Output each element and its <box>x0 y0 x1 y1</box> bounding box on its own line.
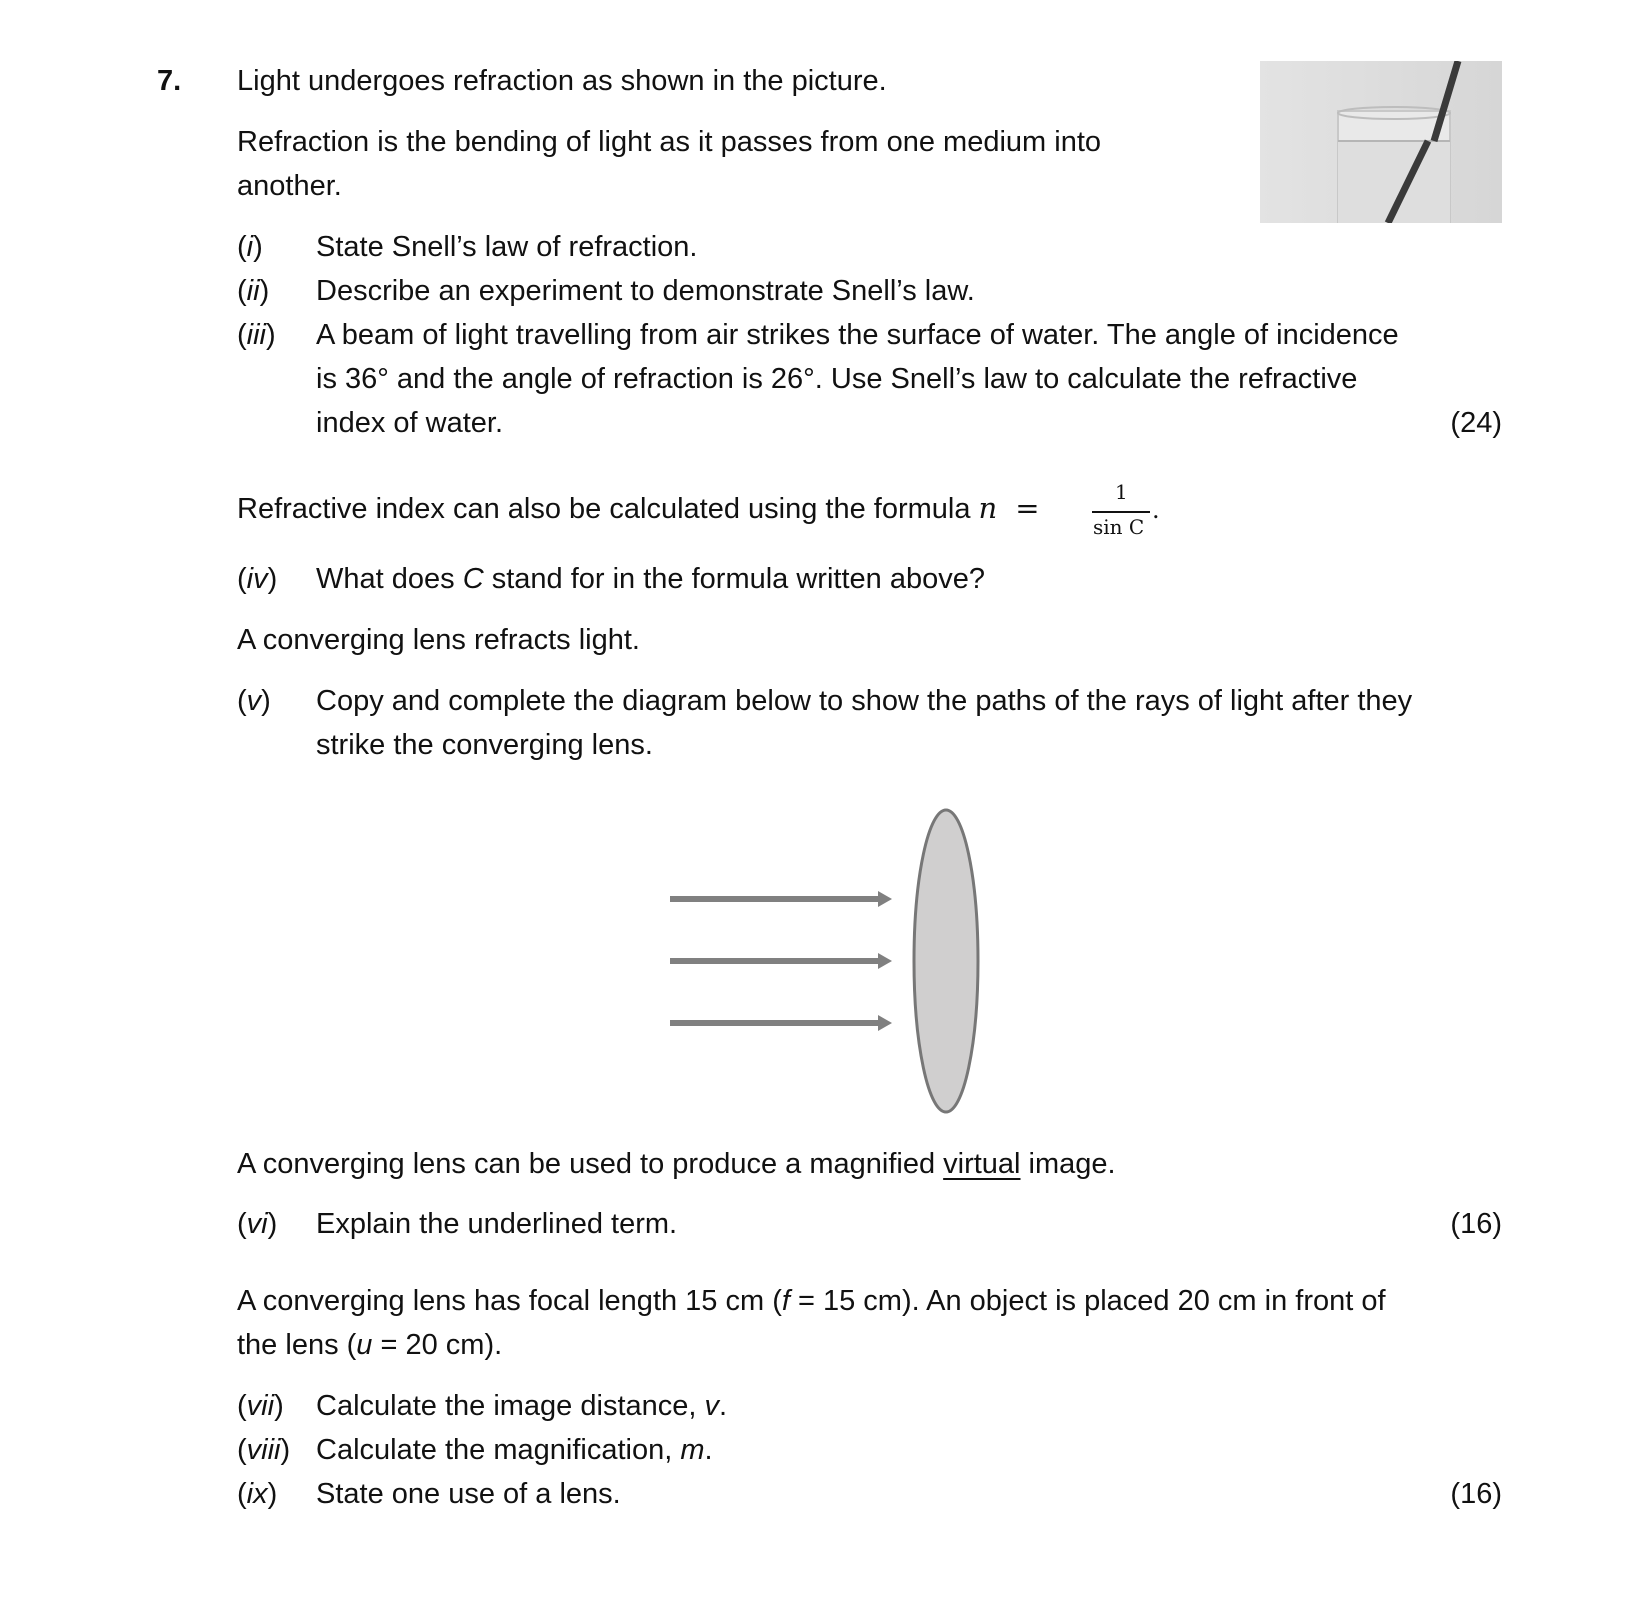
part-text-ix: State one use of a lens. <box>316 1478 621 1510</box>
formula-period: . <box>1152 496 1160 524</box>
question-number: 7. <box>157 65 182 97</box>
marks-24: (24) <box>1450 407 1502 439</box>
part-text-iv: What does C stand for in the formula written above? <box>316 563 985 595</box>
virtual-image-line: A converging lens can be used to produce a magnified virtual image. <box>237 1148 1116 1180</box>
part-label-ix: (ix) <box>237 1478 278 1510</box>
lens-intro: A converging lens refracts light. <box>237 624 640 656</box>
formula-lhs: n <box>978 491 998 525</box>
formula-intro: Refractive index can also be calculated using the formula n = <box>237 491 1040 525</box>
marks-16-a: (16) <box>1450 1208 1502 1240</box>
incident-ray-2 <box>670 953 892 969</box>
part-text-i: State Snell’s law of refraction. <box>316 231 698 263</box>
part-label-viii: (viii) <box>237 1434 291 1466</box>
part-text-iii-line-1: A beam of light travelling from air strikes the surface of water. The angle of incidence <box>316 319 1399 351</box>
intro-line: Light undergoes refraction as shown in the picture. <box>237 65 887 97</box>
refraction-photo <box>1260 61 1502 223</box>
part-text-vi: Explain the underlined term. <box>316 1208 678 1240</box>
fraction-bar <box>1092 511 1150 513</box>
part-text-iii-line-2: is 36° and the angle of refraction is 26°. Use Snell’s law to calculate the refractive <box>316 363 1358 395</box>
part-text-v-line-2: strike the converging lens. <box>316 729 653 761</box>
formula-numerator: 1 <box>1115 480 1128 504</box>
marks-16-b: (16) <box>1450 1478 1502 1510</box>
part-text-v-line-1: Copy and complete the diagram below to show the paths of the rays of light after they <box>316 685 1413 717</box>
part-text-ii: Describe an experiment to demonstrate Snell’s law. <box>316 275 975 307</box>
part-label-v: (v) <box>237 685 271 717</box>
incident-ray-1 <box>670 891 892 907</box>
lens-diagram <box>660 805 990 1115</box>
focal-line-1: A converging lens has focal length 15 cm (f = 15 cm). An object is placed 20 cm in front of <box>237 1285 1386 1317</box>
formula-equals: = <box>1015 491 1040 525</box>
part-text-vii: Calculate the image distance, v. <box>316 1390 728 1422</box>
incident-ray-3 <box>670 1015 892 1031</box>
converging-lens <box>914 810 978 1112</box>
focal-line-2: the lens (u = 20 cm). <box>237 1329 503 1361</box>
definition-line-2: another. <box>237 170 342 202</box>
part-label-iv: (iv) <box>237 563 278 595</box>
part-label-ii: (ii) <box>237 275 270 307</box>
part-text-iii-line-3: index of water. <box>316 407 503 439</box>
definition-line-1: Refraction is the bending of light as it passes from one medium into <box>237 126 1102 158</box>
part-text-viii: Calculate the magnification, m. <box>316 1434 713 1466</box>
underlined-term: virtual <box>943 1148 1021 1180</box>
part-label-vi: (vi) <box>237 1208 278 1240</box>
part-label-vii: (vii) <box>237 1390 284 1422</box>
part-label-iii: (iii) <box>237 319 276 351</box>
formula-denominator: sin C <box>1093 515 1145 539</box>
part-label-i: (i) <box>237 231 263 263</box>
